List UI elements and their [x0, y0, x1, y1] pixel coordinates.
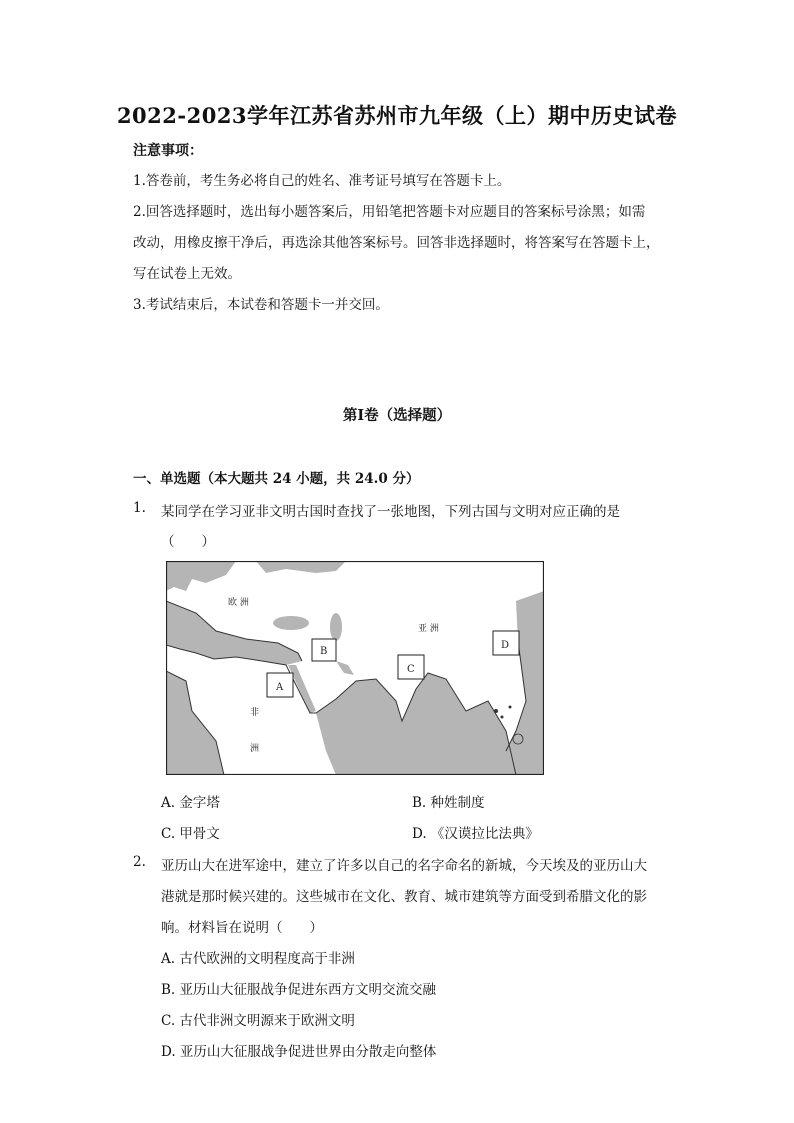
- notice-heading: 注意事项：: [133, 143, 203, 159]
- section-title: 第I卷（选择题）: [342, 407, 452, 424]
- notice-line-4: 写在试卷上无效。: [133, 266, 241, 282]
- map-label-asia: 亚 洲: [418, 624, 439, 634]
- question-1-number: 1.: [133, 500, 146, 516]
- question-2-option-a: A. 古代欧洲的文明程度高于非洲: [161, 951, 355, 967]
- question-2-text-line-1: 亚历山大在进军途中，建立了许多以自己的名字命名的新城，今天埃及的亚历山大: [161, 858, 647, 874]
- map-box-c-label: C: [407, 664, 415, 675]
- question-1-text: 某同学在学习亚非文明古国时查找了一张地图，下列古国与文明对应正确的是: [161, 504, 620, 520]
- map-box-d: [493, 631, 519, 655]
- ancient-civilizations-map: [166, 561, 544, 775]
- notice-line-2: 2.回答选择题时，选出每小题答案后，用铅笔把答题卡对应题目的答案标号涂黑；如需: [133, 204, 646, 220]
- exam-title: 2022-2023学年江苏省苏州市九年级（上）期中历史试卷: [116, 103, 678, 128]
- question-2-text-line-2: 港就是那时候兴建的。这些城市在文化、教育、城市建筑等方面受到希腊文化的影: [161, 889, 647, 905]
- map-box-d-label: D: [501, 640, 510, 651]
- question-2-option-b: B. 亚历山大征服战争促进东西方文明交流交融: [161, 982, 437, 998]
- map-box-a-label: A: [276, 682, 284, 693]
- question-1-option-a: A. 金字塔: [161, 795, 220, 811]
- map-label-africa-1: 非: [250, 708, 260, 718]
- notice-line-5: 3.考试结束后，本试卷和答题卡一并交回。: [133, 297, 389, 313]
- map-box-b-label: B: [320, 646, 328, 657]
- question-1-paren: （ ）: [161, 534, 215, 550]
- question-2-number: 2.: [133, 854, 146, 870]
- question-2-text-line-3: 响。材料旨在说明（ ）: [161, 920, 323, 936]
- question-1-option-d: D. 《汉谟拉比法典》: [412, 826, 539, 842]
- notice-line-3: 改动，用橡皮擦干净后，再选涂其他答案标号。回答非选择题时，将答案写在答题卡上，: [133, 235, 660, 251]
- question-2-option-c: C. 古代非洲文明源来于欧洲文明: [161, 1013, 355, 1029]
- map-box-a: [267, 673, 293, 697]
- question-1-option-b: B. 种姓制度: [412, 795, 485, 811]
- part-heading: 一、单选题（本大题共 24 小题，共 24.0 分）: [133, 471, 420, 487]
- map-label-europe: 欧 洲: [228, 598, 249, 608]
- map-label-africa-2: 洲: [250, 744, 260, 754]
- map-box-c: [398, 655, 424, 679]
- notice-line-1: 1.答卷前，考生务必将自己的姓名、准考证号填写在答题卡上。: [133, 173, 511, 189]
- question-1-option-c: C. 甲骨文: [161, 826, 220, 842]
- map-box-b: [312, 639, 336, 661]
- question-2-option-d: D. 亚历山大征服战争促进世界由分散走向整体: [161, 1044, 437, 1060]
